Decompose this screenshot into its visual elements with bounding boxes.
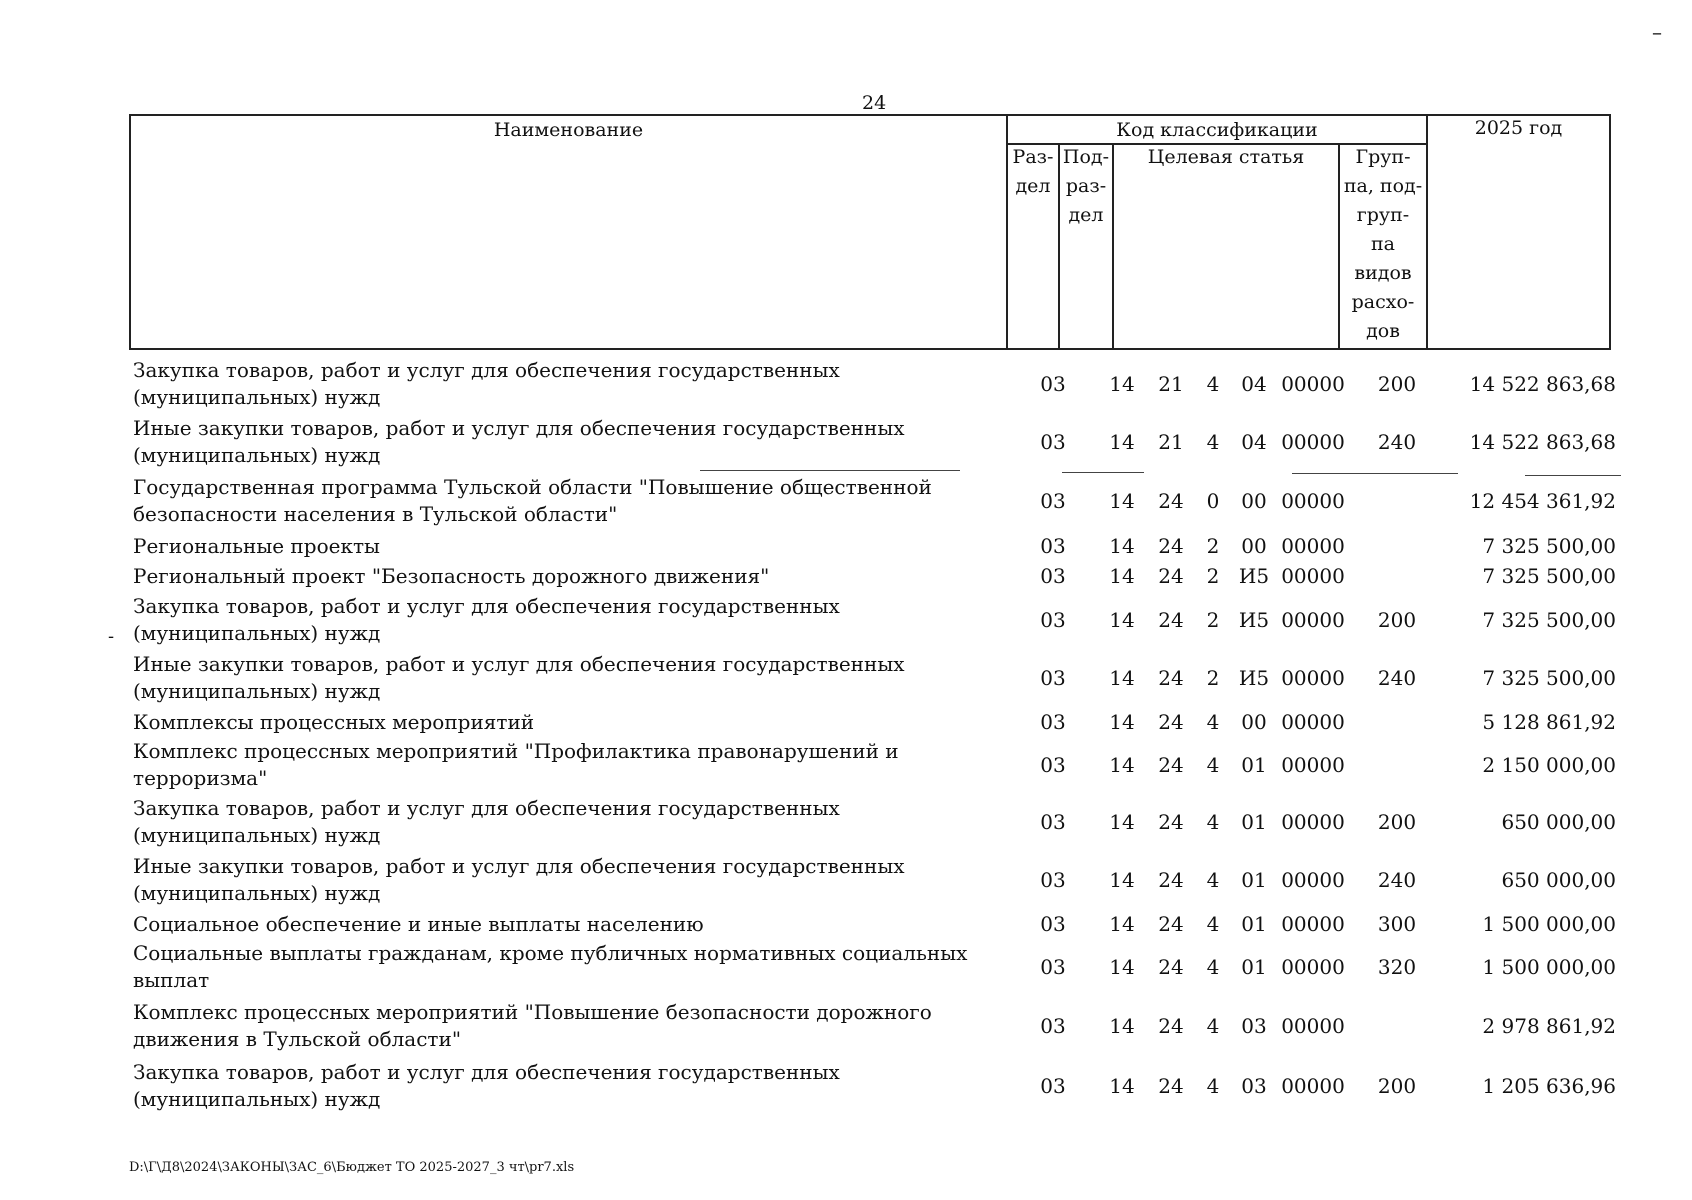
row-name: Иные закупки товаров, работ и услуг для обеспечения государственных (муниципальных) нужд bbox=[133, 652, 905, 703]
header-name: Наименование bbox=[493, 119, 644, 141]
row-sum: 5 128 861,92 bbox=[1482, 709, 1616, 734]
row-group: 240 bbox=[1377, 665, 1417, 690]
row-target-4: 00000 bbox=[1281, 709, 1345, 734]
row-target-3: 03 bbox=[1241, 1073, 1267, 1098]
row-razdel: 03 bbox=[1040, 1013, 1066, 1038]
row-podrazdel: 14 bbox=[1109, 488, 1135, 513]
row-razdel: 03 bbox=[1040, 867, 1066, 892]
row-target-1: 21 bbox=[1158, 429, 1184, 454]
row-podrazdel: 14 bbox=[1109, 563, 1135, 588]
table-row bbox=[129, 851, 1621, 909]
row-sum: 1 500 000,00 bbox=[1482, 911, 1616, 936]
row-podrazdel: 14 bbox=[1109, 867, 1135, 892]
header-year: 2025 год bbox=[1474, 117, 1563, 139]
row-sum: 650 000,00 bbox=[1501, 867, 1616, 892]
row-group: 200 bbox=[1377, 1073, 1417, 1098]
budget-table bbox=[129, 355, 1621, 1115]
row-target-3: 04 bbox=[1241, 429, 1267, 454]
table-header bbox=[129, 114, 1611, 350]
row-razdel: 03 bbox=[1040, 371, 1066, 396]
row-target-2: 0 bbox=[1206, 488, 1220, 513]
row-target-1: 24 bbox=[1158, 911, 1184, 936]
table-row bbox=[129, 909, 1621, 939]
row-sum: 7 325 500,00 bbox=[1482, 665, 1616, 690]
row-target-4: 00000 bbox=[1281, 1073, 1345, 1098]
row-name: Региональный проект "Безопасность дорожного движения" bbox=[133, 563, 770, 588]
row-name: Социальные выплаты гражданам, кроме публичных нормативных социальных выплат bbox=[133, 941, 968, 992]
header-podrazdel-line: раз- bbox=[1065, 175, 1107, 197]
header-divider bbox=[1112, 143, 1114, 348]
row-target-2: 4 bbox=[1206, 867, 1220, 892]
header-classification-code: Код классификации bbox=[1116, 119, 1318, 141]
row-razdel: 03 bbox=[1040, 607, 1066, 632]
row-target-3: 01 bbox=[1241, 911, 1267, 936]
row-target-4: 00000 bbox=[1281, 867, 1345, 892]
row-target-3: 01 bbox=[1241, 867, 1267, 892]
row-target-2: 2 bbox=[1206, 607, 1220, 632]
corner-mark: – bbox=[1652, 20, 1662, 44]
row-sum: 7 325 500,00 bbox=[1482, 533, 1616, 558]
table-row bbox=[129, 1057, 1621, 1115]
row-podrazdel: 14 bbox=[1109, 607, 1135, 632]
row-target-4: 00000 bbox=[1281, 809, 1345, 834]
row-name: Иные закупки товаров, работ и услуг для обеспечения государственных (муниципальных) нужд bbox=[133, 416, 905, 467]
row-podrazdel: 14 bbox=[1109, 1073, 1135, 1098]
row-target-4: 00000 bbox=[1281, 607, 1345, 632]
row-podrazdel: 14 bbox=[1109, 533, 1135, 558]
row-target-4: 00000 bbox=[1281, 1013, 1345, 1038]
row-group: 240 bbox=[1377, 867, 1417, 892]
row-target-1: 24 bbox=[1158, 954, 1184, 979]
header-divider bbox=[1426, 116, 1428, 348]
row-razdel: 03 bbox=[1040, 665, 1066, 690]
table-row bbox=[129, 793, 1621, 851]
table-row bbox=[129, 531, 1621, 561]
row-target-3: 03 bbox=[1241, 1013, 1267, 1038]
row-podrazdel: 14 bbox=[1109, 371, 1135, 396]
row-podrazdel: 14 bbox=[1109, 1013, 1135, 1038]
row-podrazdel: 14 bbox=[1109, 954, 1135, 979]
row-target-1: 24 bbox=[1158, 867, 1184, 892]
row-target-2: 4 bbox=[1206, 1013, 1220, 1038]
row-target-4: 00000 bbox=[1281, 563, 1345, 588]
row-group: 200 bbox=[1377, 607, 1417, 632]
row-target-4: 00000 bbox=[1281, 954, 1345, 979]
row-target-2: 4 bbox=[1206, 371, 1220, 396]
header-podrazdel-line: дел bbox=[1068, 204, 1104, 226]
header-group-line: видов bbox=[1354, 262, 1412, 284]
row-target-4: 00000 bbox=[1281, 488, 1345, 513]
row-target-1: 24 bbox=[1158, 665, 1184, 690]
row-target-1: 24 bbox=[1158, 709, 1184, 734]
table-row bbox=[129, 649, 1621, 707]
row-target-2: 4 bbox=[1206, 752, 1220, 777]
row-podrazdel: 14 bbox=[1109, 752, 1135, 777]
row-name: Региональные проекты bbox=[133, 533, 380, 558]
row-target-1: 24 bbox=[1158, 488, 1184, 513]
header-razdel-line: Раз- bbox=[1012, 146, 1054, 168]
header-razdel-line: дел bbox=[1015, 175, 1051, 197]
row-target-1: 21 bbox=[1158, 371, 1184, 396]
row-sum: 650 000,00 bbox=[1501, 809, 1616, 834]
header-podrazdel-line: Под- bbox=[1062, 146, 1110, 168]
row-sum: 12 454 361,92 bbox=[1469, 488, 1616, 513]
header-group bbox=[1340, 143, 1426, 346]
row-target-4: 00000 bbox=[1281, 752, 1345, 777]
row-target-3: 00 bbox=[1241, 533, 1267, 558]
margin-tick: - bbox=[108, 626, 115, 647]
row-sum: 7 325 500,00 bbox=[1482, 607, 1616, 632]
table-row bbox=[129, 707, 1621, 737]
table-row bbox=[129, 413, 1621, 471]
row-name: Государственная программа Тульской области "Повышение общественной безопасности населения в Тульской области" bbox=[133, 475, 932, 526]
row-razdel: 03 bbox=[1040, 1073, 1066, 1098]
row-sum: 2 150 000,00 bbox=[1482, 752, 1616, 777]
row-razdel: 03 bbox=[1040, 563, 1066, 588]
row-target-3: 01 bbox=[1241, 954, 1267, 979]
header-group-line: груп- bbox=[1356, 204, 1410, 226]
row-group: 200 bbox=[1377, 809, 1417, 834]
row-target-2: 2 bbox=[1206, 533, 1220, 558]
row-target-2: 4 bbox=[1206, 1073, 1220, 1098]
row-target-1: 24 bbox=[1158, 533, 1184, 558]
row-target-2: 4 bbox=[1206, 954, 1220, 979]
table-row bbox=[129, 591, 1621, 649]
table-row bbox=[129, 995, 1621, 1057]
header-target-article: Целевая статья bbox=[1147, 146, 1305, 168]
table-row bbox=[129, 737, 1621, 793]
row-razdel: 03 bbox=[1040, 911, 1066, 936]
row-razdel: 03 bbox=[1040, 709, 1066, 734]
row-target-3: 04 bbox=[1241, 371, 1267, 396]
row-sum: 14 522 863,68 bbox=[1469, 429, 1616, 454]
row-razdel: 03 bbox=[1040, 809, 1066, 834]
row-target-1: 24 bbox=[1158, 752, 1184, 777]
row-target-1: 24 bbox=[1158, 563, 1184, 588]
row-sum: 1 205 636,96 bbox=[1482, 1073, 1616, 1098]
row-group: 320 bbox=[1377, 954, 1417, 979]
row-target-3: И5 bbox=[1238, 563, 1270, 588]
row-name: Закупка товаров, работ и услуг для обеспечения государственных (муниципальных) нужд bbox=[133, 594, 840, 645]
row-target-3: 01 bbox=[1241, 752, 1267, 777]
row-podrazdel: 14 bbox=[1109, 709, 1135, 734]
row-name: Социальное обеспечение и иные выплаты населению bbox=[133, 911, 704, 936]
table-row bbox=[129, 939, 1621, 995]
row-target-4: 00000 bbox=[1281, 911, 1345, 936]
row-podrazdel: 14 bbox=[1109, 665, 1135, 690]
row-target-3: 01 bbox=[1241, 809, 1267, 834]
header-group-line: Груп- bbox=[1355, 146, 1411, 168]
table-row bbox=[129, 355, 1621, 413]
row-name: Закупка товаров, работ и услуг для обеспечения государственных (муниципальных) нужд bbox=[133, 1060, 840, 1111]
row-target-3: 00 bbox=[1241, 488, 1267, 513]
row-name: Комплекс процессных мероприятий "Повышение безопасности дорожного движения в Тульской области" bbox=[133, 1000, 932, 1051]
row-razdel: 03 bbox=[1040, 429, 1066, 454]
row-podrazdel: 14 bbox=[1109, 429, 1135, 454]
row-name: Закупка товаров, работ и услуг для обеспечения государственных (муниципальных) нужд bbox=[133, 358, 840, 409]
row-razdel: 03 bbox=[1040, 533, 1066, 558]
row-target-1: 24 bbox=[1158, 1013, 1184, 1038]
row-sum: 1 500 000,00 bbox=[1482, 954, 1616, 979]
row-target-3: 00 bbox=[1241, 709, 1267, 734]
row-name: Комплексы процессных мероприятий bbox=[133, 709, 535, 734]
row-target-1: 24 bbox=[1158, 1073, 1184, 1098]
row-target-2: 4 bbox=[1206, 709, 1220, 734]
row-podrazdel: 14 bbox=[1109, 911, 1135, 936]
row-target-2: 4 bbox=[1206, 911, 1220, 936]
header-group-line: дов bbox=[1366, 320, 1400, 342]
row-group: 300 bbox=[1377, 911, 1417, 936]
table-row bbox=[129, 561, 1621, 591]
row-target-2: 2 bbox=[1206, 665, 1220, 690]
row-sum: 14 522 863,68 bbox=[1469, 371, 1616, 396]
file-path: D:\Г\Д8\2024\ЗАКОНЫ\ЗАС_6\Бюджет ТО 2025-2027_3 чт\pr7.xls bbox=[129, 1160, 575, 1175]
row-target-3: И5 bbox=[1238, 607, 1270, 632]
row-name: Закупка товаров, работ и услуг для обеспечения государственных (муниципальных) нужд bbox=[133, 796, 840, 847]
row-podrazdel: 14 bbox=[1109, 809, 1135, 834]
header-group-line: па, под- bbox=[1343, 175, 1423, 197]
page-number: 24 bbox=[862, 92, 887, 114]
row-name: Иные закупки товаров, работ и услуг для обеспечения государственных (муниципальных) нужд bbox=[133, 854, 905, 905]
row-target-4: 00000 bbox=[1281, 533, 1345, 558]
row-group: 200 bbox=[1377, 371, 1417, 396]
row-target-2: 4 bbox=[1206, 809, 1220, 834]
row-razdel: 03 bbox=[1040, 752, 1066, 777]
row-sum: 7 325 500,00 bbox=[1482, 563, 1616, 588]
row-target-4: 00000 bbox=[1281, 429, 1345, 454]
header-podrazdel bbox=[1060, 143, 1112, 230]
row-name: Комплекс процессных мероприятий "Профилактика правонарушений и терроризма" bbox=[133, 739, 899, 790]
row-target-2: 4 bbox=[1206, 429, 1220, 454]
row-target-2: 2 bbox=[1206, 563, 1220, 588]
table-row bbox=[129, 471, 1621, 531]
header-group-line: расхо- bbox=[1351, 291, 1415, 313]
header-group-line: па bbox=[1371, 233, 1395, 255]
row-group: 240 bbox=[1377, 429, 1417, 454]
row-razdel: 03 bbox=[1040, 488, 1066, 513]
row-target-3: И5 bbox=[1238, 665, 1270, 690]
row-sum: 2 978 861,92 bbox=[1482, 1013, 1616, 1038]
row-target-1: 24 bbox=[1158, 809, 1184, 834]
row-target-4: 00000 bbox=[1281, 665, 1345, 690]
row-target-1: 24 bbox=[1158, 607, 1184, 632]
header-razdel bbox=[1008, 143, 1058, 201]
row-target-4: 00000 bbox=[1281, 371, 1345, 396]
row-razdel: 03 bbox=[1040, 954, 1066, 979]
